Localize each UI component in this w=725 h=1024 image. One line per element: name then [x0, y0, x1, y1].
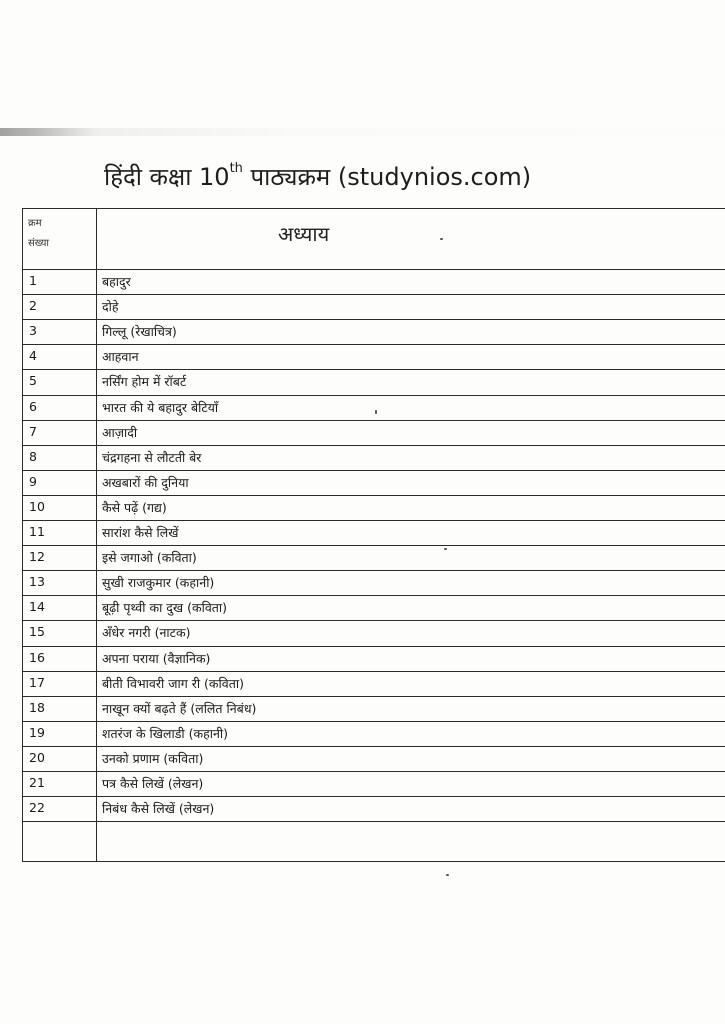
serial-number-cell: 3 [29, 323, 37, 339]
scan-speck [444, 548, 447, 550]
table-row [22, 470, 725, 494]
serial-number-cell: 11 [29, 524, 45, 539]
serial-number-cell: 14 [29, 599, 45, 615]
serial-number-cell: 6 [29, 398, 37, 414]
table-row [22, 671, 725, 695]
title-suffix: पाठ्यक्रम (studynios.com) [242, 163, 532, 191]
table-row [22, 545, 725, 569]
chapter-name-cell: बूढ़ी पृथ्वी का दुख (कविता) [102, 600, 228, 616]
syllabus-table [22, 208, 725, 861]
serial-number-cell: 22 [29, 800, 45, 816]
serial-number-cell: 20 [29, 749, 45, 765]
chapter-name-cell: निबंध कैसे लिखें (लेखन) [102, 801, 215, 817]
scan-speck [375, 410, 377, 414]
serial-number-cell: 2 [29, 298, 37, 314]
page-title [104, 160, 531, 193]
chapter-name-cell: नाखून क्यों बढ़ते हैं (ललित निबंध) [102, 700, 257, 716]
header-serial-line1: क्रम [28, 218, 42, 229]
table-row [22, 495, 725, 519]
scan-speck [440, 238, 443, 240]
chapter-name-cell: शतरंज के खिलाडी (कहानी) [102, 725, 229, 741]
table-row [22, 595, 725, 619]
table-row [22, 771, 725, 795]
chapter-name-cell: कैसे पढ़ें (गद्य) [102, 499, 167, 515]
table-row [22, 344, 725, 368]
table-row-divider [22, 861, 725, 862]
chapter-name-cell: दोहे [102, 299, 119, 315]
serial-number-cell: 15 [29, 624, 45, 640]
serial-number-cell: 21 [29, 775, 45, 790]
chapter-name-cell: गिल्लू (रेखाचित्र) [102, 324, 177, 340]
table-row-divider [22, 821, 725, 822]
chapter-name-cell: अखबारों की दुनिया [102, 474, 189, 490]
chapter-name-cell: बहादुर [102, 274, 131, 289]
serial-number-cell: 16 [29, 649, 45, 665]
header-serial-number [28, 214, 49, 254]
chapter-name-cell: भारत की ये बहादुर बेटियाँ [102, 399, 219, 415]
scan-speck [446, 874, 449, 876]
serial-number-cell: 9 [29, 473, 37, 489]
chapter-name-cell: नर्सिंग होम में रॉबर्ट [102, 374, 187, 390]
header-serial-line2: संख्या [28, 238, 49, 249]
serial-number-cell: 5 [29, 373, 37, 389]
serial-number-cell: 10 [29, 498, 45, 514]
serial-number-cell: 18 [29, 699, 45, 715]
serial-number-cell: 1 [29, 273, 37, 288]
chapter-name-cell: उनको प्रणाम (कविता) [102, 750, 204, 766]
table-row [22, 570, 725, 594]
serial-number-cell: 19 [29, 724, 45, 740]
scan-shadow-edge [0, 128, 725, 136]
title-superscript: th [229, 161, 243, 176]
chapter-name-cell: आज़ादी [102, 424, 138, 440]
serial-number-cell: 4 [29, 348, 37, 364]
table-row [22, 420, 725, 444]
header-chapter: अध्याय [278, 222, 330, 246]
chapter-name-cell: अँधेर नगरी (नाटक) [102, 625, 191, 641]
chapter-name-cell: चंद्रगहना से लौटती बेर [102, 449, 202, 465]
serial-number-cell: 7 [29, 423, 37, 439]
chapter-name-cell: सारांश कैसे लिखें [102, 525, 179, 540]
serial-number-cell: 8 [29, 448, 37, 464]
table-row [22, 269, 725, 293]
chapter-name-cell: इसे जगाओ (कविता) [102, 550, 197, 566]
table-row [22, 746, 725, 770]
table-row [22, 445, 725, 469]
title-prefix: हिंदी कक्षा 10 [104, 163, 230, 191]
chapter-name-cell: बीती विभावरी जाग री (कविता) [102, 675, 244, 691]
table-row [22, 319, 725, 343]
chapter-name-cell: अपना पराया (वैज्ञानिक) [102, 650, 211, 666]
table-row [22, 696, 725, 720]
table-row [22, 646, 725, 670]
table-row [22, 294, 725, 318]
table-row [22, 721, 725, 745]
table-row-divider [22, 208, 725, 209]
table-row [22, 395, 725, 419]
serial-number-cell: 17 [29, 674, 45, 690]
chapter-name-cell: सुखी राजकुमार (कहानी) [102, 575, 215, 591]
serial-number-cell: 12 [29, 549, 45, 565]
chapter-name-cell: आहवान [102, 349, 139, 365]
chapter-name-cell: पत्र कैसे लिखें (लेखन) [102, 776, 204, 791]
table-row [22, 520, 725, 544]
table-row [22, 796, 725, 820]
table-row [22, 369, 725, 393]
serial-number-cell: 13 [29, 574, 45, 590]
table-row [22, 620, 725, 644]
